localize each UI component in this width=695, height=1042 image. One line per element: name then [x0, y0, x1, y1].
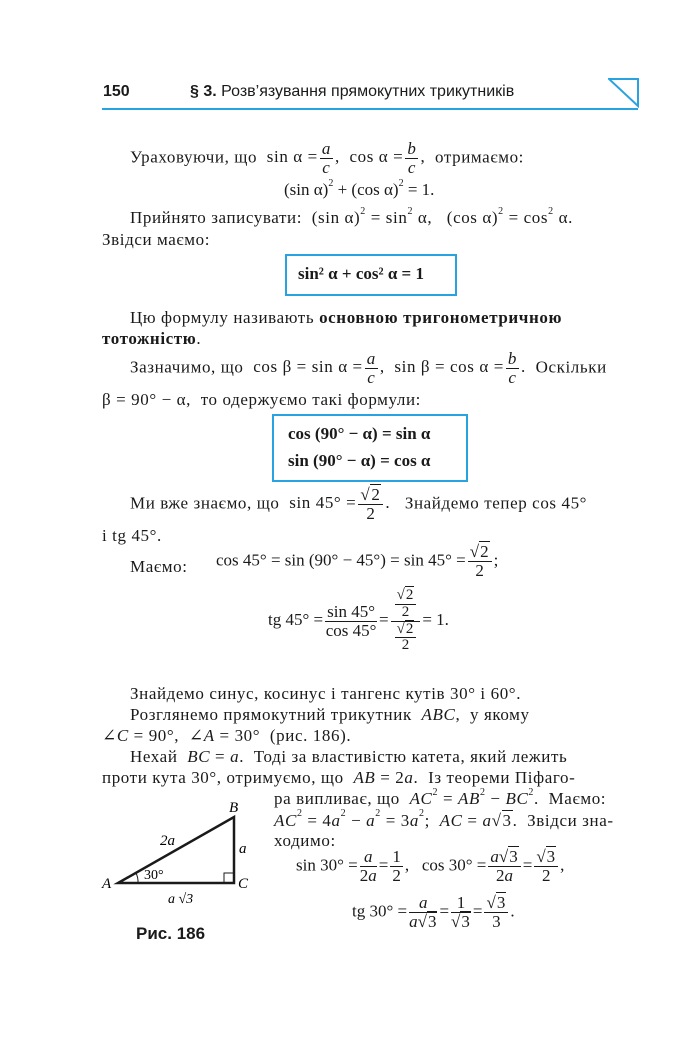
paragraph-9-line5: ходимо: [274, 831, 336, 850]
formula-sin-cos-30: sin 30° = $\frac{a}{2a}$ = $\frac{1}{2}$ , cos 30° = $\frac{a√3}{2a}$ = $\frac{√3}{2}$ , [296, 847, 565, 885]
triangle-shape [118, 817, 234, 883]
paragraph-4-cont: β = 90° − α, то одержуємо такі формули: [102, 390, 422, 409]
formula-sum-squares: (sin α)$^2$ + (cos α)$^2$ = 1. [284, 178, 435, 199]
reduction-formula-1: cos (90° − α) = sin α [288, 424, 431, 443]
vertex-a: A [102, 876, 112, 892]
formula-tg45: tg 45° = $\frac{\sin 45^\circ}{\cos 45^\circ}$ = $\frac{\frac{√2}{2}}{\frac{√2}{2}}$ = 1. [268, 587, 449, 654]
paragraph-4: Зазначимо, що cos β = sin α = $\frac{a}{c}$ , sin β = cos α = $\frac{b}{c}$ . Оскільки [130, 349, 607, 387]
paragraph-1: Ураховуючи, що sin α = $\frac{a}{c}$ , cos α = $\frac{b}{c}$ , отримаємо: [130, 139, 524, 177]
hypotenuse-label: 2a [160, 833, 175, 849]
figure-caption: Рис. 186 [136, 924, 206, 943]
paragraph-7: Знайдемо синус, косинус і тангенс кутів 30° і 60°. [130, 684, 522, 703]
right-angle-mark [224, 873, 234, 883]
header-rule [102, 108, 638, 110]
formula-tg-30: tg 30° = $\frac{a}{a√3}$ = $\frac{1}{√3}$ = $\frac{√3}{3}$ . [352, 893, 515, 931]
paragraph-2: Прийнято записувати: (sin $\alpha)^2 = \sin^2 \alpha$, (cos $\alpha)^2 = \cos^2 \alpha$. [130, 206, 573, 227]
paragraph-8: Розглянемо прямокутний трикутник ABC, у якому [130, 705, 530, 724]
angle-label: 30° [144, 868, 164, 883]
page-number: 150 [103, 83, 130, 100]
vertex-b: B [229, 800, 239, 816]
formula-cos45: cos 45° = sin (90° − 45°) = sin 45° = $\frac{√2}{2}$ ; [216, 542, 499, 580]
paragraph-9-line2: проти кута 30°, отримуємо, що AB = 2a. Із теореми Піфаго- [102, 768, 576, 787]
paragraph-5-cont: і tg 45°. [102, 526, 162, 545]
paragraph-3-cont: тотожністю. [102, 329, 202, 348]
vertex-c: C [238, 876, 249, 892]
paragraph-9: Нехай BC = a. Тоді за властивістю катета, який лежить [130, 747, 568, 766]
reduction-formula-2: sin (90° − α) = cos α [288, 451, 431, 470]
running-header [190, 83, 514, 101]
leg-bc-label: a [239, 841, 247, 857]
figure-triangle [98, 795, 268, 915]
angle-arc [136, 873, 138, 883]
corner-triangle-icon [608, 78, 640, 110]
section-symbol: § 3. [190, 83, 217, 100]
paragraph-5: Ми вже знаємо, що sin 45° = $\frac{√2}{2}$ . Знайдемо тепер cos 45° [130, 485, 588, 523]
paragraph-8-cont: ∠C = 90°, ∠A = 30° (рис. 186). [102, 726, 352, 745]
main-identity-formula: sin² α + cos² α = 1 [298, 264, 424, 283]
paragraph-9-line4: $AC^2 = 4a^2 - a^2 = 3a^2$; AC = a√3. Звідси зна- [274, 808, 614, 830]
leg-ac-label: a √3 [168, 892, 194, 907]
paragraph-6-label: Маємо: [130, 557, 188, 576]
paragraph-3: Цю формулу називають основною тригонометричною [130, 308, 563, 327]
section-title: Розв’язування прямокутних трикутників [221, 83, 515, 100]
paragraph-9-line3: ра випливає, що $AC^2 = AB^2 - BC^2$. Маємо: [274, 787, 607, 808]
paragraph-2-cont: Звідси маємо: [102, 230, 211, 249]
